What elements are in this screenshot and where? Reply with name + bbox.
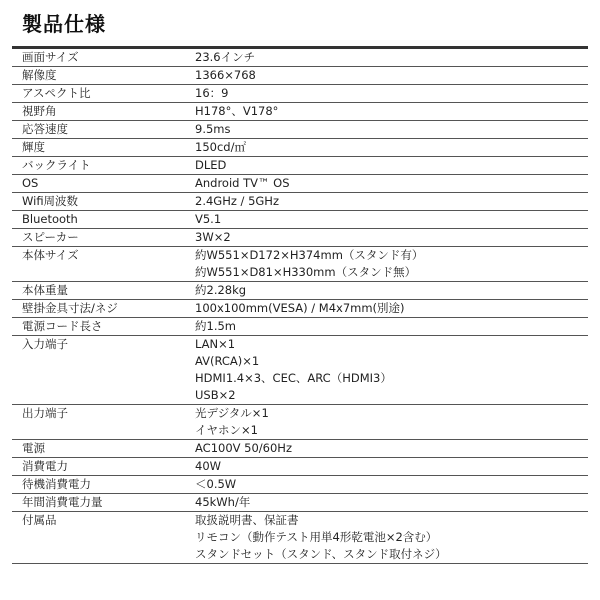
spec-values (182, 103, 588, 120)
spec-value: 約W551×D172×H374mm（スタンド有） (195, 248, 424, 262)
spec-value: 約W551×D81×H330mm（スタンド無） (195, 265, 417, 279)
spec-value: 約1.5m (195, 319, 236, 333)
spec-value: HDMI1.4×3、CEC、ARC（HDMI3） (195, 371, 392, 385)
spec-row (12, 67, 588, 85)
spec-row (12, 282, 588, 300)
spec-label: 壁掛金具寸法/ネジ (22, 301, 118, 315)
spec-value: 150cd/㎡ (195, 140, 246, 154)
spec-row (12, 229, 588, 247)
spec-value: 23.6インチ (195, 50, 256, 64)
spec-table (12, 49, 588, 564)
spec-row (12, 175, 588, 193)
spec-row (12, 247, 588, 282)
spec-value: 100x100mm(VESA) / M4x7mm(別途) (195, 301, 405, 315)
spec-row (12, 405, 588, 440)
spec-values (182, 440, 588, 457)
spec-values (182, 175, 588, 192)
spec-label: バックライト (22, 158, 91, 172)
spec-values (182, 494, 588, 511)
spec-value: 3W×2 (195, 230, 231, 244)
spec-value: Android TV™ OS (195, 176, 290, 190)
spec-value: リモコン（動作テスト用単4形乾電池×2含む） (195, 530, 438, 544)
spec-value: 2.4GHz / 5GHz (195, 194, 279, 208)
spec-values (182, 405, 588, 439)
spec-values (182, 336, 588, 404)
spec-value: イヤホン×1 (195, 423, 258, 437)
spec-values (182, 211, 588, 228)
spec-value: AV(RCA)×1 (195, 354, 260, 368)
spec-value: AC100V 50/60Hz (195, 441, 292, 455)
spec-value: DLED (195, 158, 227, 172)
spec-label: 画面サイズ (22, 50, 79, 64)
spec-values (182, 229, 588, 246)
spec-label: 消費電力 (22, 459, 68, 473)
spec-value: 約2.28kg (195, 283, 247, 297)
spec-values (182, 139, 588, 156)
spec-label: Bluetooth (22, 212, 78, 226)
spec-value: 40W (195, 459, 222, 473)
spec-row (12, 512, 588, 564)
spec-values (182, 157, 588, 174)
page-title: 製品仕様 (22, 12, 106, 36)
spec-value: スタンドセット（スタンド、スタンド取付ネジ） (195, 547, 447, 561)
spec-label: 入力端子 (22, 337, 68, 351)
spec-row (12, 318, 588, 336)
spec-values (182, 67, 588, 84)
spec-label: 本体サイズ (22, 248, 79, 262)
spec-value: 光デジタル×1 (195, 406, 269, 420)
spec-label: 電源コード長さ (22, 319, 103, 333)
spec-row (12, 211, 588, 229)
spec-row (12, 157, 588, 175)
spec-values (182, 476, 588, 493)
spec-label: 視野角 (22, 104, 57, 118)
spec-label: 出力端子 (22, 406, 68, 420)
spec-label: Wifi周波数 (22, 194, 79, 208)
spec-label: 待機消費電力 (22, 477, 91, 491)
spec-value: H178°、V178° (195, 104, 279, 118)
spec-label: アスペクト比 (22, 86, 91, 100)
spec-row (12, 139, 588, 157)
spec-label: 本体重量 (22, 283, 68, 297)
spec-row (12, 458, 588, 476)
spec-values (182, 247, 588, 281)
spec-value: 9.5ms (195, 122, 231, 136)
spec-row (12, 476, 588, 494)
spec-row (12, 85, 588, 103)
spec-values (182, 85, 588, 102)
spec-values (182, 300, 588, 317)
spec-label: OS (22, 176, 39, 190)
spec-values (182, 318, 588, 335)
spec-values (182, 121, 588, 138)
spec-values (182, 193, 588, 210)
spec-label: 応答速度 (22, 122, 68, 136)
spec-values (182, 282, 588, 299)
spec-value: 16：9 (195, 86, 229, 100)
spec-value: 1366×768 (195, 68, 256, 82)
spec-values (182, 49, 588, 66)
spec-value: V5.1 (195, 212, 222, 226)
spec-row (12, 440, 588, 458)
spec-row (12, 336, 588, 405)
spec-row (12, 494, 588, 512)
spec-value: 取扱説明書、保証書 (195, 513, 299, 527)
spec-value: LAN×1 (195, 337, 236, 351)
spec-label: 付属品 (22, 513, 57, 527)
spec-value: USB×2 (195, 388, 236, 402)
spec-label: 輝度 (22, 140, 45, 154)
spec-row (12, 193, 588, 211)
spec-row (12, 300, 588, 318)
spec-value: ＜0.5W (195, 477, 237, 491)
spec-values (182, 512, 588, 563)
spec-values (182, 458, 588, 475)
spec-label: 年間消費電力量 (22, 495, 103, 509)
spec-row (12, 49, 588, 67)
spec-label: スピーカー (22, 230, 79, 244)
spec-row (12, 121, 588, 139)
spec-value: 45kWh/年 (195, 495, 251, 509)
spec-label: 電源 (22, 441, 45, 455)
spec-row (12, 103, 588, 121)
spec-label: 解像度 (22, 68, 57, 82)
